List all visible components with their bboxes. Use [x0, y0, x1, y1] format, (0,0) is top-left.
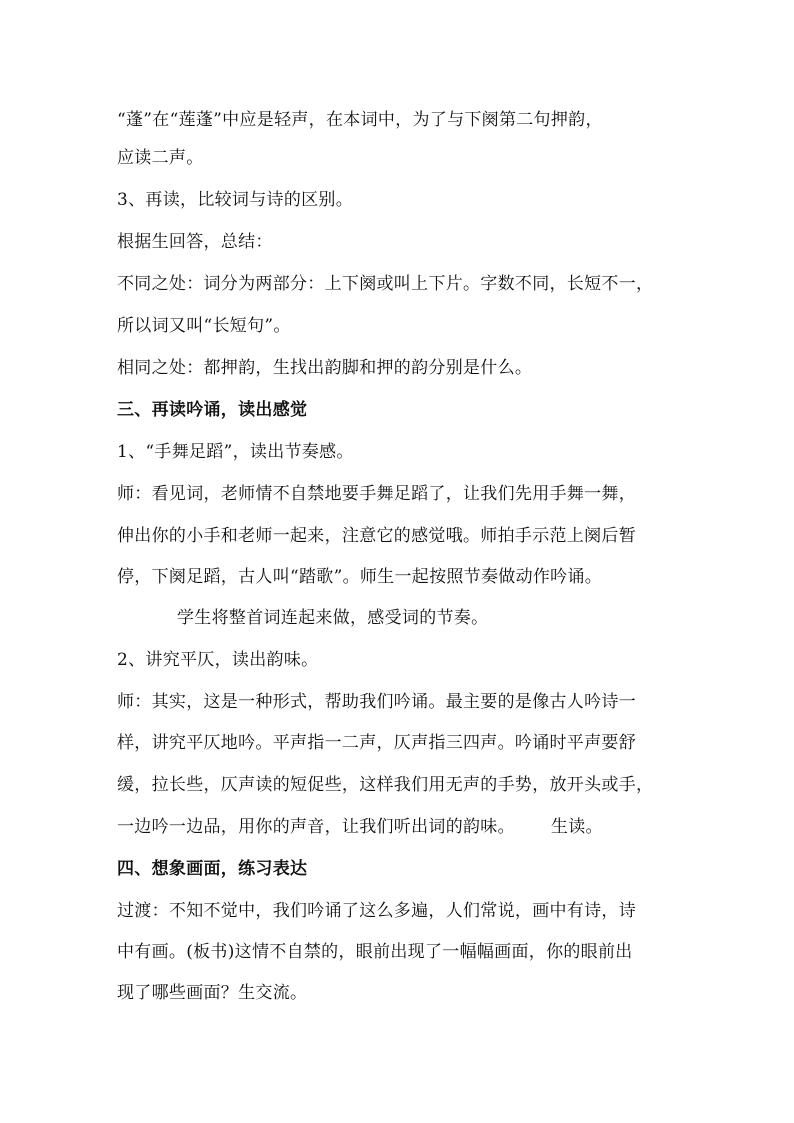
paragraph-line: 缓，拉长些，仄声读的短促些，这样我们用无声的手势，放开头或手，	[117, 775, 654, 795]
paragraph-line: 伸出你的小手和老师一起来，注意它的感觉哦。师拍手示范上阕后暂	[117, 526, 636, 546]
paragraph-text: 一边吟一边品，用你的声音，让我们听出词的韵味。	[117, 817, 515, 837]
paragraph-line: “蓬”在“莲蓬”中应是轻声，在本词中，为了与下阕第二句押韵，	[117, 110, 603, 130]
paragraph-line: 学生将整首词连起来做，感受词的节奏。	[177, 608, 489, 628]
paragraph-line: 根据生回答，总结：	[117, 232, 273, 252]
paragraph-line: 2、讲究平仄，读出韵味。	[117, 650, 319, 670]
paragraph-line	[117, 815, 697, 839]
paragraph-line: 现了哪些画面？生交流。	[117, 983, 308, 1003]
paragraph-line: 样，讲究平仄地吟。平声指一二声，仄声指三四声。吟诵时平声要舒	[117, 733, 636, 753]
paragraph-line: 过渡：不知不觉中，我们吟诵了这么多遍，人们常说，画中有诗，诗	[117, 901, 636, 921]
paragraph-line: 应读二声。	[117, 148, 204, 168]
paragraph-line: 停，下阕足蹈，古人叫“踏歌”。师生一起按照节奏做动作吟诵。	[117, 567, 603, 587]
paragraph-line: 相同之处：都押韵，生找出韵脚和押的韵分别是什么。	[117, 358, 533, 378]
paragraph-line: 师：看见词，老师情不自禁地要手舞足蹈了，让我们先用手舞一舞，	[117, 484, 636, 504]
paragraph-line: 师：其实，这是一种形式，帮助我们吟诵。最主要的是像古人吟诗一	[117, 692, 636, 712]
paragraph-line: 3、再读，比较词与诗的区别。	[117, 190, 354, 210]
section-heading-4: 四、想象画面，练习表达	[117, 859, 308, 879]
paragraph-line: 不同之处：词分为两部分：上下阕或叫上下片。字数不同，长短不一，	[117, 274, 654, 294]
section-heading-3: 三、再读吟诵，读出感觉	[117, 400, 308, 420]
paragraph-line: 所以词又叫“长短句”。	[117, 316, 291, 336]
paragraph-line: 1、“手舞足蹈”，读出节奏感。	[117, 442, 354, 462]
paragraph-text: 生读。	[550, 817, 603, 837]
paragraph-line: 中有画。(板书)这情不自禁的，眼前出现了一幅幅画面，你的眼前出	[117, 942, 633, 962]
